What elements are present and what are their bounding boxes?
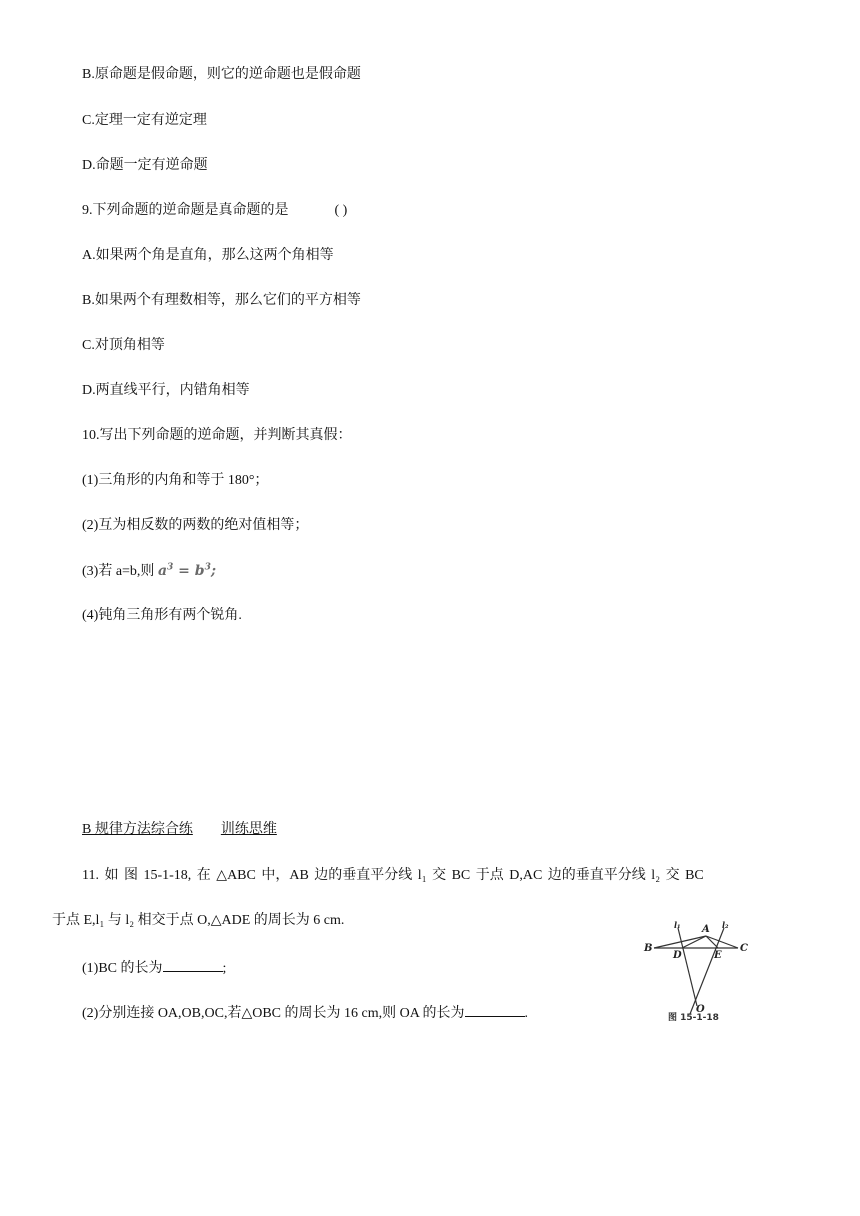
exp-b: 3 <box>204 562 211 573</box>
q11-part-2-text: (2)分别连接 OA,OB,OC,若△OBC 的周长为 16 cm,则 OA 的长为 <box>82 1006 465 1021</box>
label-c: C <box>740 943 748 954</box>
q9-option-c: C.对顶角相等 <box>82 338 165 353</box>
label-b: B <box>644 943 653 954</box>
q10-item-3 <box>82 562 216 581</box>
q11-part-2-answer-blank[interactable] <box>465 1002 525 1017</box>
label-l1: l₁ <box>674 920 681 930</box>
q11-stem-line-1: 11. 如 图 15-1-18, 在 △ABC 中，AB 边的垂直平分线 l₁ 交 BC 于点 D,AC 边的垂直平分线 l₂ 交 BC <box>82 868 704 883</box>
q11-part-1: (1)BC 的长为 ; <box>82 957 226 978</box>
segment-ac <box>706 936 738 948</box>
label-l2: l₂ <box>722 920 729 930</box>
q11-part-1-text: (1)BC 的长为 <box>82 961 163 976</box>
segment-ad <box>682 936 706 948</box>
label-e: E <box>714 950 722 961</box>
q9-answer-paren: ( ) <box>334 203 348 218</box>
q8-option-d: D.命题一定有逆命题 <box>82 158 208 173</box>
q9-stem-text: 9.下列命题的逆命题是真命题的是 <box>82 203 289 218</box>
q10-item-3-formula: $a^3 = b^3$; <box>157 562 216 579</box>
label-d: D <box>673 950 682 961</box>
q9-option-b: B.如果两个有理数相等，那么它们的平方相等 <box>82 293 361 308</box>
q11-stem-line-2: 于点 E,l₁ 与 l₂ 相交于点 O,△ADE 的周长为 6 cm. <box>52 913 345 928</box>
q11-part-2: (2)分别连接 OA,OB,OC,若△OBC 的周长为 16 cm,则 OA 的长为 . <box>82 1002 528 1023</box>
figure-caption: 图 15-1-18 <box>668 1013 719 1023</box>
section-b-heading <box>82 821 277 839</box>
q9-option-d: D.两直线平行，内错角相等 <box>82 383 250 398</box>
q10-item-4: (4)钝角三角形有两个锐角. <box>82 608 242 623</box>
q10-item-2: (2)互为相反数的两数的绝对值相等； <box>82 518 309 533</box>
label-a: A <box>702 924 710 935</box>
q9-option-a: A.如果两个角是直角，那么这两个角相等 <box>82 248 334 263</box>
label-o: O <box>696 1004 705 1015</box>
figure-15-1-18 <box>640 918 760 1033</box>
q10-item-3-prefix: (3)若 a=b,则 <box>82 564 155 579</box>
section-b-label: B 规律方法综合练 <box>82 822 193 837</box>
q8-option-b: B.原命题是假命题，则它的逆命题也是假命题 <box>82 67 361 82</box>
section-b-sublabel: 训练思维 <box>220 822 277 837</box>
q10-item-1: (1)三角形的内角和等于 180°； <box>82 473 269 488</box>
q11-part-1-answer-blank[interactable] <box>163 957 223 972</box>
q10-stem: 10.写出下列命题的逆命题，并判断其真假： <box>82 428 352 443</box>
q9-stem <box>82 202 347 220</box>
q8-option-c: C.定理一定有逆定理 <box>82 113 207 128</box>
